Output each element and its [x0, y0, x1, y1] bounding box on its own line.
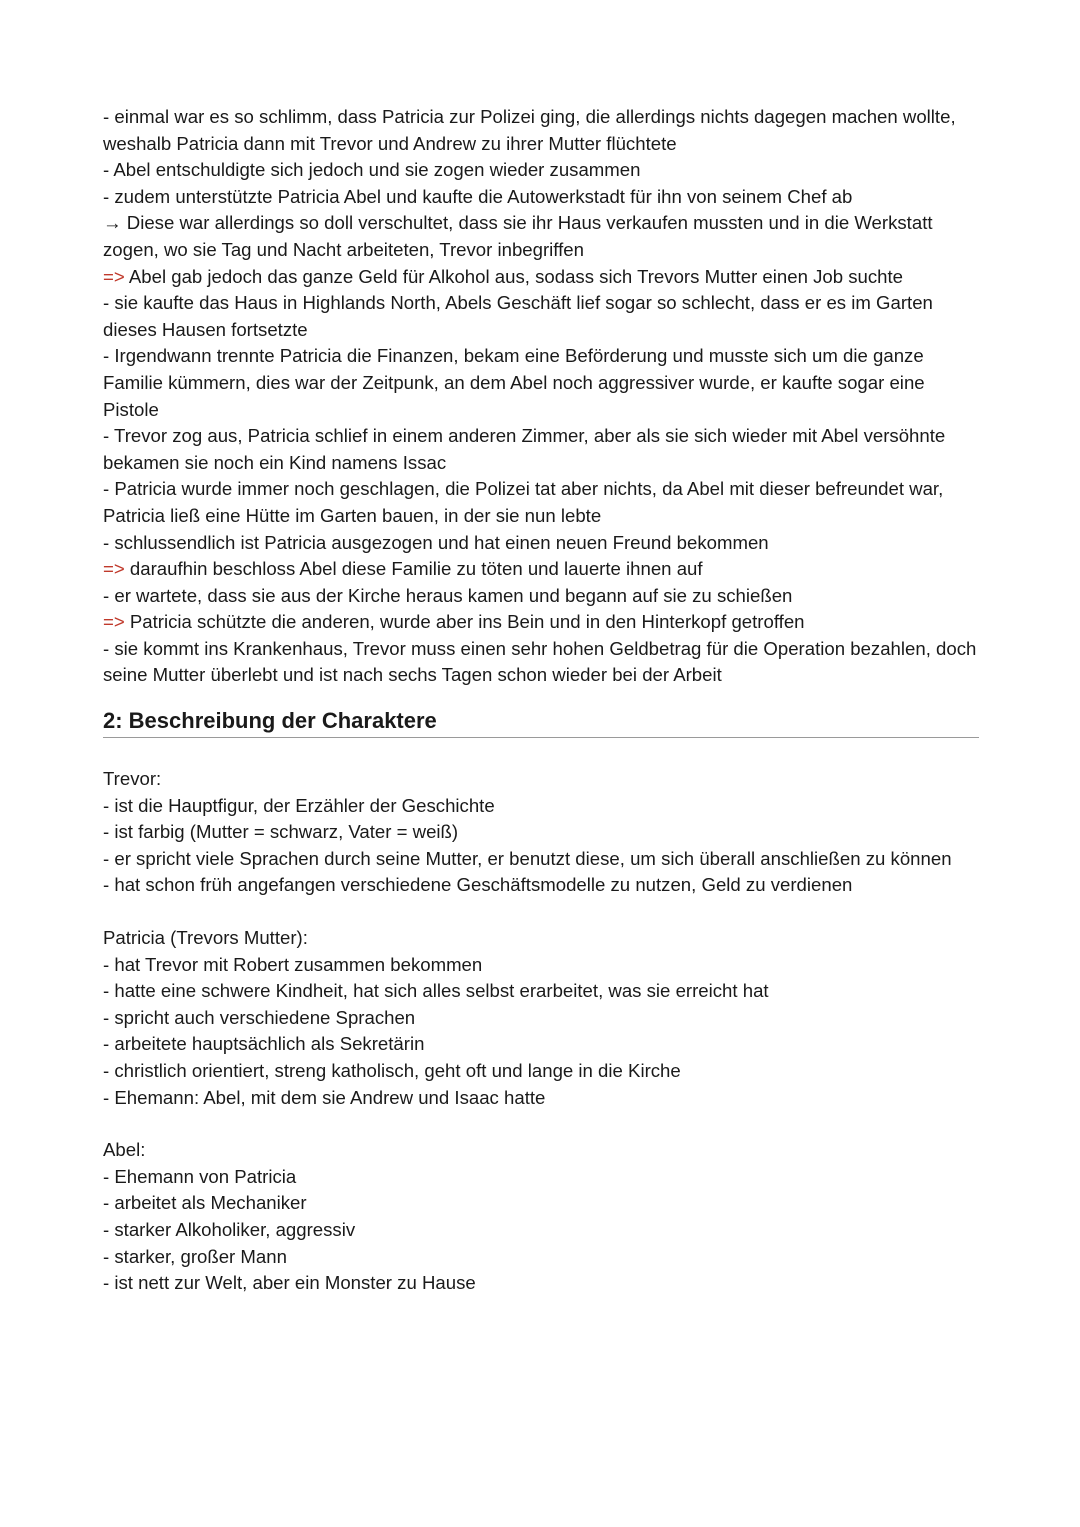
summary-line [103, 343, 983, 423]
summary-line [103, 264, 983, 291]
section-heading: 2: Beschreibung der Charaktere [103, 707, 979, 738]
arrow-marker: → [103, 212, 127, 234]
character-block-patricia [103, 925, 983, 1111]
character-line: - starker, großer Mann [103, 1245, 287, 1267]
summary-line [103, 290, 983, 343]
character-name: Patricia (Trevors Mutter): [103, 927, 308, 949]
line-text: Abel gab jedoch das ganze Geld für Alkohol aus, sodass sich Trevors Mutter einen Job suchte [128, 265, 904, 287]
character-line: - hat schon früh angefangen verschiedene Geschäftsmodelle zu nutzen, Geld zu verdienen [103, 874, 853, 896]
line-text: daraufhin beschloss Abel diese Familie zu töten und lauerte ihnen auf [129, 558, 703, 580]
line-text: - Irgendwann trennte Patricia die Finanzen, bekam eine Beförderung und musste sich um die ganze Familie kümmern, dies war der Zeitpunk, an dem Abel noch aggressiver wurde, er kaufte sogar eine Pistole [103, 345, 925, 420]
summary-line [103, 423, 983, 476]
character-line: - ist farbig (Mutter = schwarz, Vater = weiß) [103, 821, 459, 843]
spacer [103, 899, 983, 925]
character-line: - ist die Hauptfigur, der Erzähler der Geschichte [103, 794, 495, 816]
line-text: - er wartete, dass sie aus der Kirche heraus kamen und begann auf sie zu schießen [103, 584, 793, 606]
character-line: - arbeitet als Mechaniker [103, 1192, 307, 1214]
character-line: - spricht auch verschiedene Sprachen [103, 1006, 416, 1028]
arrow-marker: => [103, 558, 130, 580]
line-text: - Patricia wurde immer noch geschlagen, die Polizei tat aber nichts, da Abel mit dieser befreundet war, Patricia ließ eine Hütte im Garten bauen, in der sie nun lebte [103, 478, 944, 526]
character-line: - starker Alkoholiker, aggressiv [103, 1218, 356, 1240]
summary-line [103, 556, 983, 583]
character-line: - Ehemann: Abel, mit dem sie Andrew und Isaac hatte [103, 1086, 546, 1108]
character-line: - ist nett zur Welt, aber ein Monster zu Hause [103, 1272, 476, 1294]
summary-line [103, 476, 983, 529]
line-text: - zudem unterstützte Patricia Abel und kaufte die Autowerkstadt für ihn von seinem Chef ab [103, 185, 853, 207]
line-text: Patricia schützte die anderen, wurde aber ins Bein und in den Hinterkopf getroffen [129, 611, 805, 633]
arrow-marker: => [103, 265, 129, 287]
summary-line [103, 210, 983, 263]
summary-line [103, 184, 983, 211]
arrow-marker: => [103, 611, 130, 633]
character-line: - er spricht viele Sprachen durch seine Mutter, er benutzt diese, um sich überall anschließen zu können [103, 847, 952, 869]
line-text: Diese war allerdings so doll verschultet, dass sie ihr Haus verkaufen mussten und in die Werkstatt zogen, wo sie Tag und Nacht arbeiteten, Trevor inbegriffen [103, 212, 933, 260]
summary-line [103, 104, 983, 157]
summary-line [103, 583, 983, 610]
character-name: Abel: [103, 1139, 146, 1161]
line-text: - schlussendlich ist Patricia ausgezogen und hat einen neuen Freund bekommen [103, 531, 769, 553]
summary-line [103, 157, 983, 184]
character-name: Trevor: [103, 768, 162, 790]
character-line: - hatte eine schwere Kindheit, hat sich alles selbst erarbeitet, was sie erreicht hat [103, 980, 769, 1002]
character-line: - christlich orientiert, streng katholisch, geht oft und lange in die Kirche [103, 1060, 681, 1081]
summary-section [103, 104, 983, 689]
line-text: - Trevor zog aus, Patricia schlief in einem anderen Zimmer, aber als sie sich wieder mit Abel versöhnte bekamen sie noch ein Kind namens Issac [103, 425, 946, 473]
spacer [103, 1111, 983, 1137]
character-line: - Ehemann von Patricia [103, 1165, 297, 1187]
summary-line [103, 609, 983, 636]
character-block-trevor [103, 766, 983, 899]
line-text: - einmal war es so schlimm, dass Patricia zur Polizei ging, die allerdings nichts dagegen machen wollte, weshalb Patricia dann mit Trevor und Andrew zu ihrer Mutter flüchtete [103, 106, 956, 154]
character-block-abel [103, 1137, 983, 1297]
character-line: - hat Trevor mit Robert zusammen bekommen [103, 953, 483, 975]
summary-line [103, 530, 983, 557]
line-text: - Abel entschuldigte sich jedoch und sie zogen wieder zusammen [103, 159, 641, 181]
summary-line [103, 636, 983, 689]
spacer [103, 738, 983, 766]
line-text: - sie kaufte das Haus in Highlands North, Abels Geschäft lief sogar so schlecht, dass er es im Garten dieses Hausen fortsetzte [103, 292, 933, 340]
document-page [103, 104, 983, 1297]
character-line: - arbeitete hauptsächlich als Sekretärin [103, 1033, 425, 1055]
line-text: - sie kommt ins Krankenhaus, Trevor muss einen sehr hohen Geldbetrag für die Operation bezahlen, doch seine Mutter überlebt und ist nach sechs Tagen schon wieder bei der Arbeit [103, 637, 977, 686]
